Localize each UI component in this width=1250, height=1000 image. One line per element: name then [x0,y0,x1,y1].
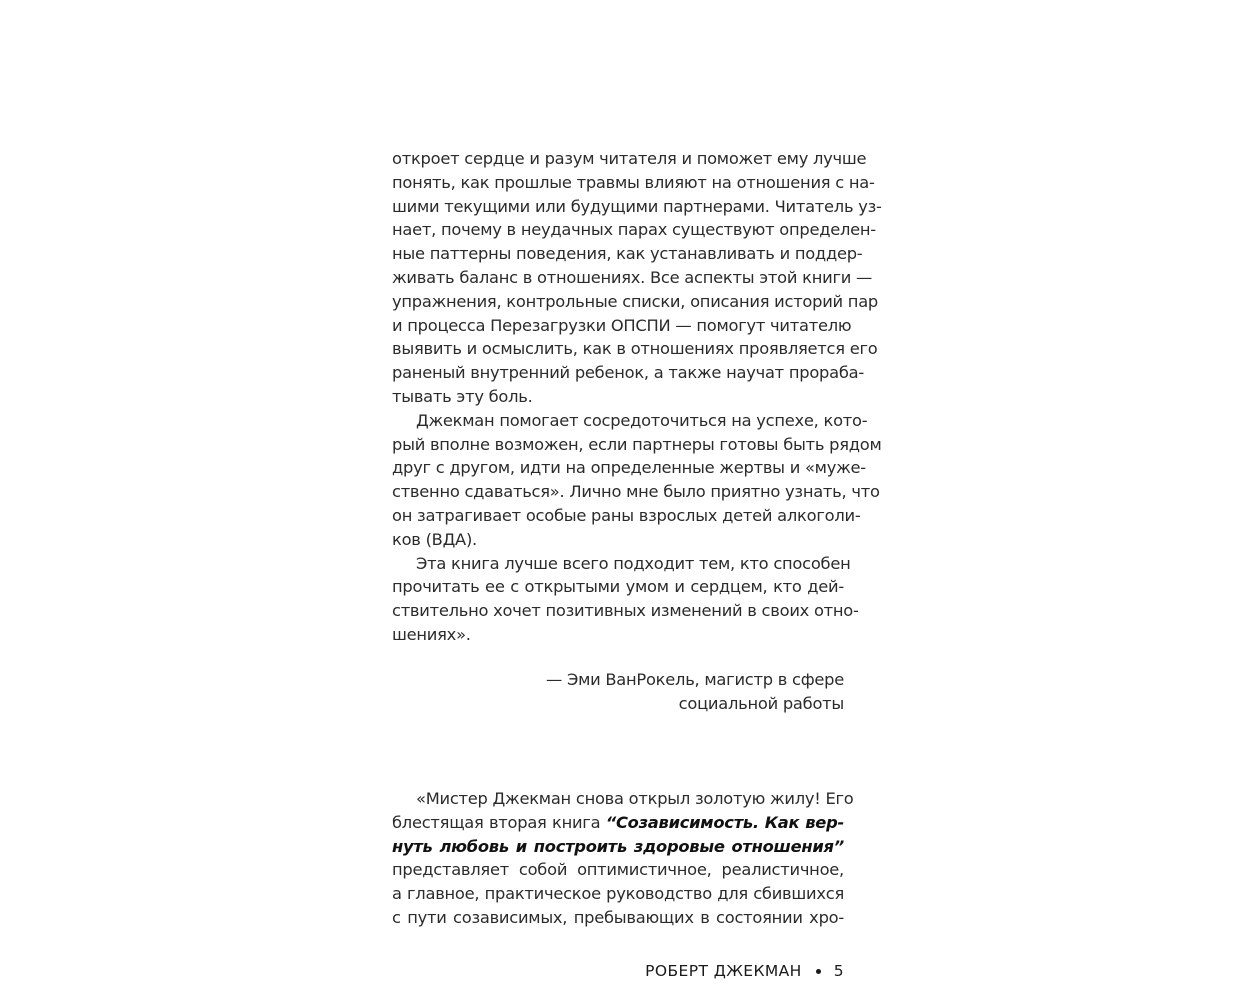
text-line: ствительно хочет позитивных изменений в своих отно- [392,601,859,621]
text-line: откроет сердце и разум читателя и поможет ему лучше [392,149,867,168]
text-line: шениях». [392,624,471,644]
page-footer [645,962,844,980]
review-text-block [392,147,882,647]
text-line: ков (ВДА). [392,529,477,549]
bullet-separator-icon [816,969,821,974]
text-line [392,811,844,835]
attribution-line: — Эми ВанРокель, магистр в сфере [546,670,844,689]
text-line: понять, как прошлые травмы влияют на отношения с на- [392,172,875,192]
page-number: 5 [833,962,844,980]
text-line: и процесса Перезагрузки ОПСПИ — помогут читателю [392,315,852,335]
text-line: рый вполне возможен, если партнеры готовы быть рядом [392,434,882,454]
text-line: ные паттерны поведения, как устанавливать и поддер- [392,244,863,264]
text-line: живать баланс в отношениях. Все аспекты этой книги — [392,267,873,287]
text-line: с пути созависимых, пребывающих в состоянии хро- [392,907,844,927]
text-line: а главное, практическое руководство для сбившихся [392,884,844,904]
attribution-line: социальной работы [678,693,844,713]
review-attribution [392,668,844,716]
text-line: нает, почему в неудачных парах существуют определен- [392,220,876,240]
book-title-text: нуть любовь и построить здоровые отношения” [392,836,844,856]
running-head-author: РОБЕРТ ДЖЕКМАН [645,962,802,980]
text-line: шими текущими или будущими партнерами. Читатель уз- [392,196,882,216]
text-line: выявить и осмыслить, как в отношениях проявляется его [392,339,878,359]
text-segment: блестящая вторая книга [392,812,606,832]
text-line: тывать эту боль. [392,386,533,406]
text-line: ственно сдаваться». Лично мне было приятно узнать, что [392,482,880,502]
text-line: он затрагивает особые раны взрослых детей алкоголи- [392,505,861,525]
text-line: Эта книга лучше всего подходит тем, кто способен [416,553,851,573]
text-line: Джекман помогает сосредоточиться на успехе, кото- [416,410,868,430]
text-line: упражнения, контрольные списки, описания историй пар [392,291,879,311]
text-line: раненый внутренний ребенок, а также научат прораба- [392,363,864,383]
text-line: друг с другом, идти на определенные жертвы и «муже- [392,458,866,478]
text-line: представляет собой оптимистичное, реалистичное, [392,860,844,880]
text-line: прочитать ее с открытыми умом и сердцем, кто дей- [392,577,844,597]
review-text-block [392,787,854,930]
text-line: «Мистер Джекман снова открыл золотую жилу! Его [416,789,854,808]
book-title-text: “Созависимость. Как вер- [605,812,844,832]
